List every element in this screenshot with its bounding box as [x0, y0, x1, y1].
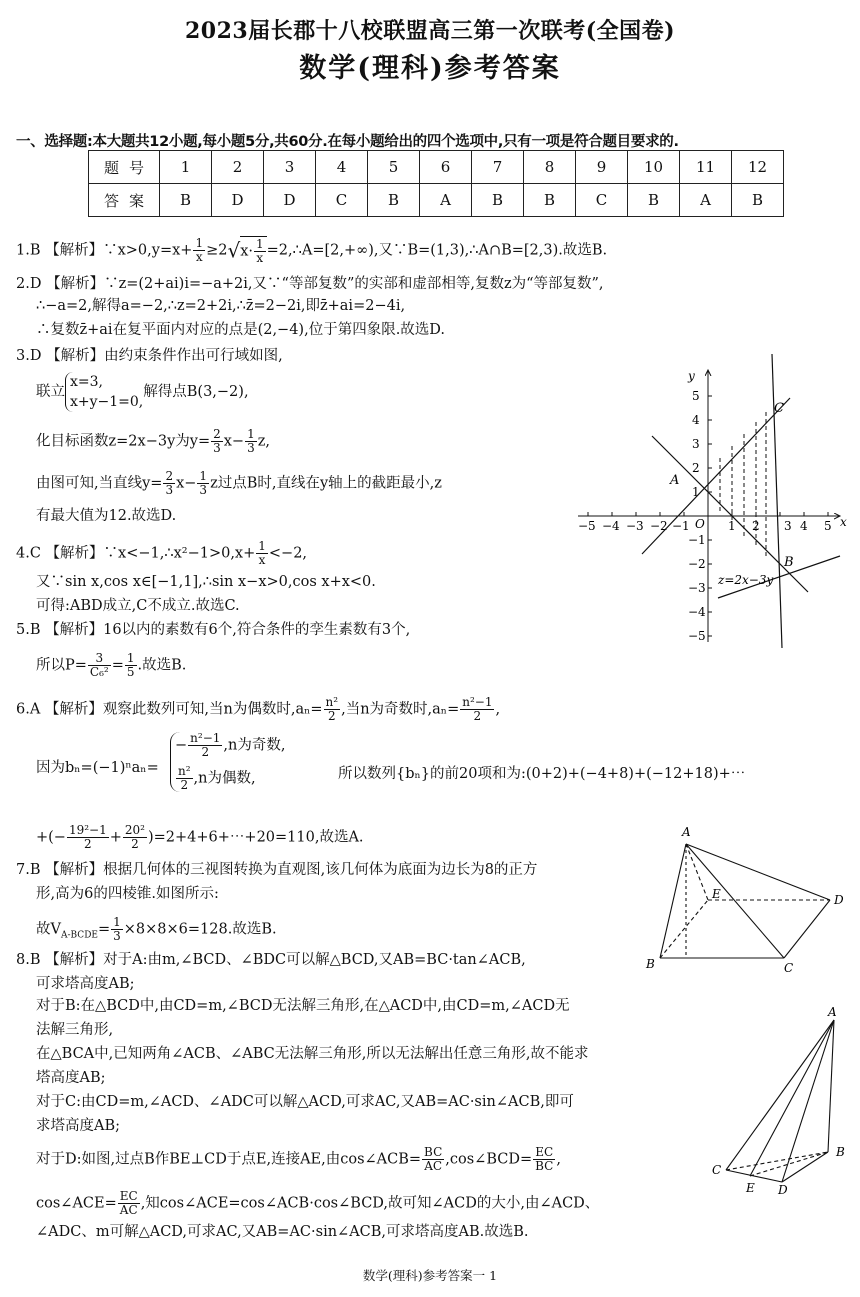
solution-q8-line9: 对于D:如图,过点B作BE⊥CD于点E,连接AE,由cos∠ACB= $\frac{BC}{AC}$ ,cos∠BCD= $\frac{EC}{BC}$ , — [36, 1145, 561, 1173]
solution-q6-line1: 6.A 【解析】观察此数列可知,当n为偶数时,aₙ= $\frac{\text{n²}}{2}$ ,当n为奇数时,aₙ= $\frac{\text{n²−1}}{2}$ , — [16, 695, 501, 723]
answer-row — [89, 184, 784, 217]
fraction: $\frac{1}{x}$ — [195, 236, 204, 264]
section-heading: 一、选择题:本大题共12小题,每小题5分,共60分.在每小题给出的四个选项中,只有一项是符合题目要求的. — [16, 134, 679, 150]
x-tick-label: 2 — [752, 519, 760, 533]
boundary-line-upper — [642, 398, 790, 554]
origin-label: O — [695, 517, 705, 531]
answer-cell: B — [524, 184, 576, 217]
vertex-a-label: A — [828, 1005, 837, 1019]
question-number: 8 — [524, 151, 576, 184]
solution-q8-line8: 求塔高度AB; — [36, 1118, 121, 1134]
question-number: 4 — [316, 151, 368, 184]
y-axis-label: y — [688, 369, 695, 383]
vertex-d-label: D — [778, 1183, 788, 1194]
y-tick-label: −4 — [688, 605, 706, 619]
x-tick-label: −1 — [672, 519, 690, 533]
objective-line-label: z=2x−3y — [718, 573, 774, 587]
solution-q5-line1: 5.B 【解析】16以内的素数有6个,符合条件的孪生素数有3个, — [16, 622, 411, 638]
question-row — [89, 151, 784, 184]
solution-q2-line1: 2.D 【解析】∵z=(2+ai)i=−a+2i,又∵“等部复数”的实部和虚部相等,复数z为“等部复数”, — [16, 276, 604, 292]
solution-q8-line7: 对于C:由CD=m,∠ACD、∠ADC可以解△ACD,可求AC,又AB=AC·sin∠ACB,即可 — [36, 1094, 574, 1110]
solution-q3-line1: 3.D 【解析】由约束条件作出可行域如图, — [16, 348, 283, 364]
solution-q2-line3: ∴复数z̄+ai在复平面内对应的点是(2,−4),位于第四象限.故选D. — [36, 322, 446, 338]
vertex-e-label: E — [712, 887, 721, 901]
y-tick-label: −3 — [688, 581, 706, 595]
x-tick-label: −4 — [602, 519, 620, 533]
solution-q5-line2: 所以P= $\frac{3}{\text{C₆²}}$ = $\frac{1}{5}$ .故选B. — [36, 651, 187, 679]
solution-q8-line3: 对于B:在△BCD中,由CD=m,∠BCD无法解三角形,在△ACD中,由CD=m,∠ACD无 — [36, 998, 570, 1014]
answer-cell: B — [368, 184, 420, 217]
question-number: 3 — [264, 151, 316, 184]
solution-q3-system: 联立 x=3, x+y−1=0, 解得点B(3,−2), — [36, 374, 249, 410]
solution-q3-line3: 化目标函数z=2x−3y为y= $\frac{2}{3}$ x− $\frac{1}{3}$ z, — [36, 427, 270, 455]
solution-q8-line11: ∠ADC、m可解△ACD,可求AC,又AB=AC·sin∠ACB,可求塔高度AB.故选B. — [36, 1224, 529, 1240]
piecewise-definition: − $\frac{\text{n²−1}}{2}$ ,n为奇数, $\frac{\text{n²}}{2}$ ,n为偶数, — [170, 732, 285, 792]
x-tick-label: −5 — [578, 519, 596, 533]
y-tick-label: 2 — [692, 461, 700, 475]
x-tick-label: 5 — [824, 519, 832, 533]
solution-q6-line2: 因为bₙ=(−1)ⁿaₙ= — [36, 760, 159, 776]
question-number: 10 — [628, 151, 680, 184]
solution-q4-line1: 4.C 【解析】∵x<−1,∴x²−1>0,x+ $\frac{1}{x}$ <−2, — [16, 539, 308, 567]
answer-cell: B — [732, 184, 784, 217]
solution-q8-line4: 法解三角形, — [36, 1022, 114, 1038]
boundary-line-vertical — [772, 354, 782, 648]
question-number: 2 — [212, 151, 264, 184]
point-c-label: C — [774, 401, 784, 416]
point-a-label: A — [670, 473, 680, 488]
exam-subtitle: 数学(理科)参考答案 — [299, 53, 561, 84]
y-tick-label: −2 — [688, 557, 706, 571]
answer-row-label: 答案 — [89, 184, 160, 217]
answer-cell: B — [628, 184, 680, 217]
vertex-b-label: B — [836, 1145, 845, 1159]
page-footer: 数学(理科)参考答案一 1 — [362, 1268, 498, 1283]
answer-cell: D — [264, 184, 316, 217]
x-tick-label: 3 — [784, 519, 792, 533]
solution-q6-line3: +(− $\frac{\text{19²−1}}{2}$ + $\frac{\text{20²}}{2}$ )=2+4+6+⋯+20=110,故选A. — [36, 823, 364, 851]
question-number: 1 — [160, 151, 212, 184]
solution-q8-line1: 8.B 【解析】对于A:由m,∠BCD、∠BDC可以解△BCD,又AB=BC·tan∠ACB, — [16, 952, 526, 968]
solution-q8-line6: 塔高度AB; — [36, 1070, 106, 1086]
sqrt-radical: √ — [227, 238, 241, 263]
x-axis-label: x — [840, 515, 847, 529]
answer-table — [88, 150, 784, 217]
answer-cell: A — [420, 184, 472, 217]
feasible-region-graph — [568, 352, 848, 648]
answer-cell: B — [160, 184, 212, 217]
solution-q1: 1.B 【解析】∵x>0,y=x+ $\frac{1}{x}$ ≥2√x· $\frac{1}{x}$ =2,∴A=[2,+∞),又∵B=(1,3),∴A∩B=[2,3).故选B. — [16, 236, 608, 265]
x-tick-label: −3 — [626, 519, 644, 533]
solution-q4-line3: 可得:ABD成立,C不成立.故选C. — [36, 598, 240, 614]
solution-q8-line2: 可求塔高度AB; — [36, 976, 135, 992]
pyramid-figure — [640, 820, 850, 980]
solution-q8-line10: cos∠ACE= $\frac{EC}{AC}$ ,知cos∠ACE=cos∠ACB·cos∠BCD,故可知∠ACD的大小,由∠ACD、 — [36, 1189, 600, 1217]
solution-q8-line5: 在△BCA中,已知两角∠ACB、∠ABC无法解三角形,所以无法解出任意三角形,故不能求 — [36, 1046, 589, 1062]
vertex-b-label: B — [646, 957, 655, 971]
sqrt-content: x· $\frac{1}{x}$ — [240, 236, 266, 265]
vertex-e-label: E — [746, 1181, 755, 1194]
answer-cell: B — [472, 184, 524, 217]
question-number: 12 — [732, 151, 784, 184]
y-tick-label: 4 — [692, 413, 700, 427]
exam-title: 2023届长郡十八校联盟高三第一次联考(全国卷) — [184, 18, 676, 44]
question-row-label: 题号 — [89, 151, 160, 184]
solution-q2-line2: ∴−a=2,解得a=−2,∴z=2+2i,∴z̄=2−2i,即z̄+ai=2−4i, — [36, 298, 406, 314]
solution-q7-line1: 7.B 【解析】根据几何体的三视图转换为直观图,该几何体为底面为边长为8的正方 — [16, 862, 538, 878]
answer-cell: C — [316, 184, 368, 217]
vertex-d-label: D — [834, 893, 844, 907]
question-number: 7 — [472, 151, 524, 184]
solution-q6-sum: 所以数列{bₙ}的前20项和为:(0+2)+(−4+8)+(−12+18)+⋯ — [338, 766, 746, 782]
answer-cell: D — [212, 184, 264, 217]
point-b-label: B — [784, 555, 794, 570]
y-tick-label: 5 — [692, 389, 700, 403]
answer-cell: A — [680, 184, 732, 217]
tower-figure — [706, 1004, 856, 1194]
question-number: 11 — [680, 151, 732, 184]
x-tick-label: 1 — [728, 519, 736, 533]
solution-q7-line2: 形,高为6的四棱锥.如图所示: — [36, 886, 219, 902]
vertex-c-label: C — [712, 1163, 722, 1177]
solution-q4-line2: 又∵sin x,cos x∈[−1,1],∴sin x−x>0,cos x+x<0. — [36, 574, 376, 590]
y-tick-label: −5 — [688, 629, 706, 643]
x-tick-label: 4 — [800, 519, 808, 533]
solution-q3-line4: 由图可知,当直线y= $\frac{2}{3}$ x− $\frac{1}{3}$ z过点B时,直线在y轴上的截距最小,z — [36, 469, 442, 497]
vertex-a-label: A — [682, 825, 691, 839]
question-number: 6 — [420, 151, 472, 184]
answer-cell: C — [576, 184, 628, 217]
question-number: 9 — [576, 151, 628, 184]
y-tick-label: −1 — [688, 533, 706, 547]
solution-q3-line5: 有最大值为12.故选D. — [36, 508, 177, 524]
equation-system: x=3, x+y−1=0, — [65, 372, 143, 412]
question-number: 5 — [368, 151, 420, 184]
vertex-c-label: C — [784, 961, 794, 975]
solution-q7-line3: 故$V_{A-BCDE}=$ $\frac{1}{3}$ ×8×8×6=128.故选B. — [36, 915, 277, 943]
y-tick-label: 1 — [692, 485, 700, 499]
y-tick-label: 3 — [692, 437, 700, 451]
x-tick-label: −2 — [650, 519, 668, 533]
